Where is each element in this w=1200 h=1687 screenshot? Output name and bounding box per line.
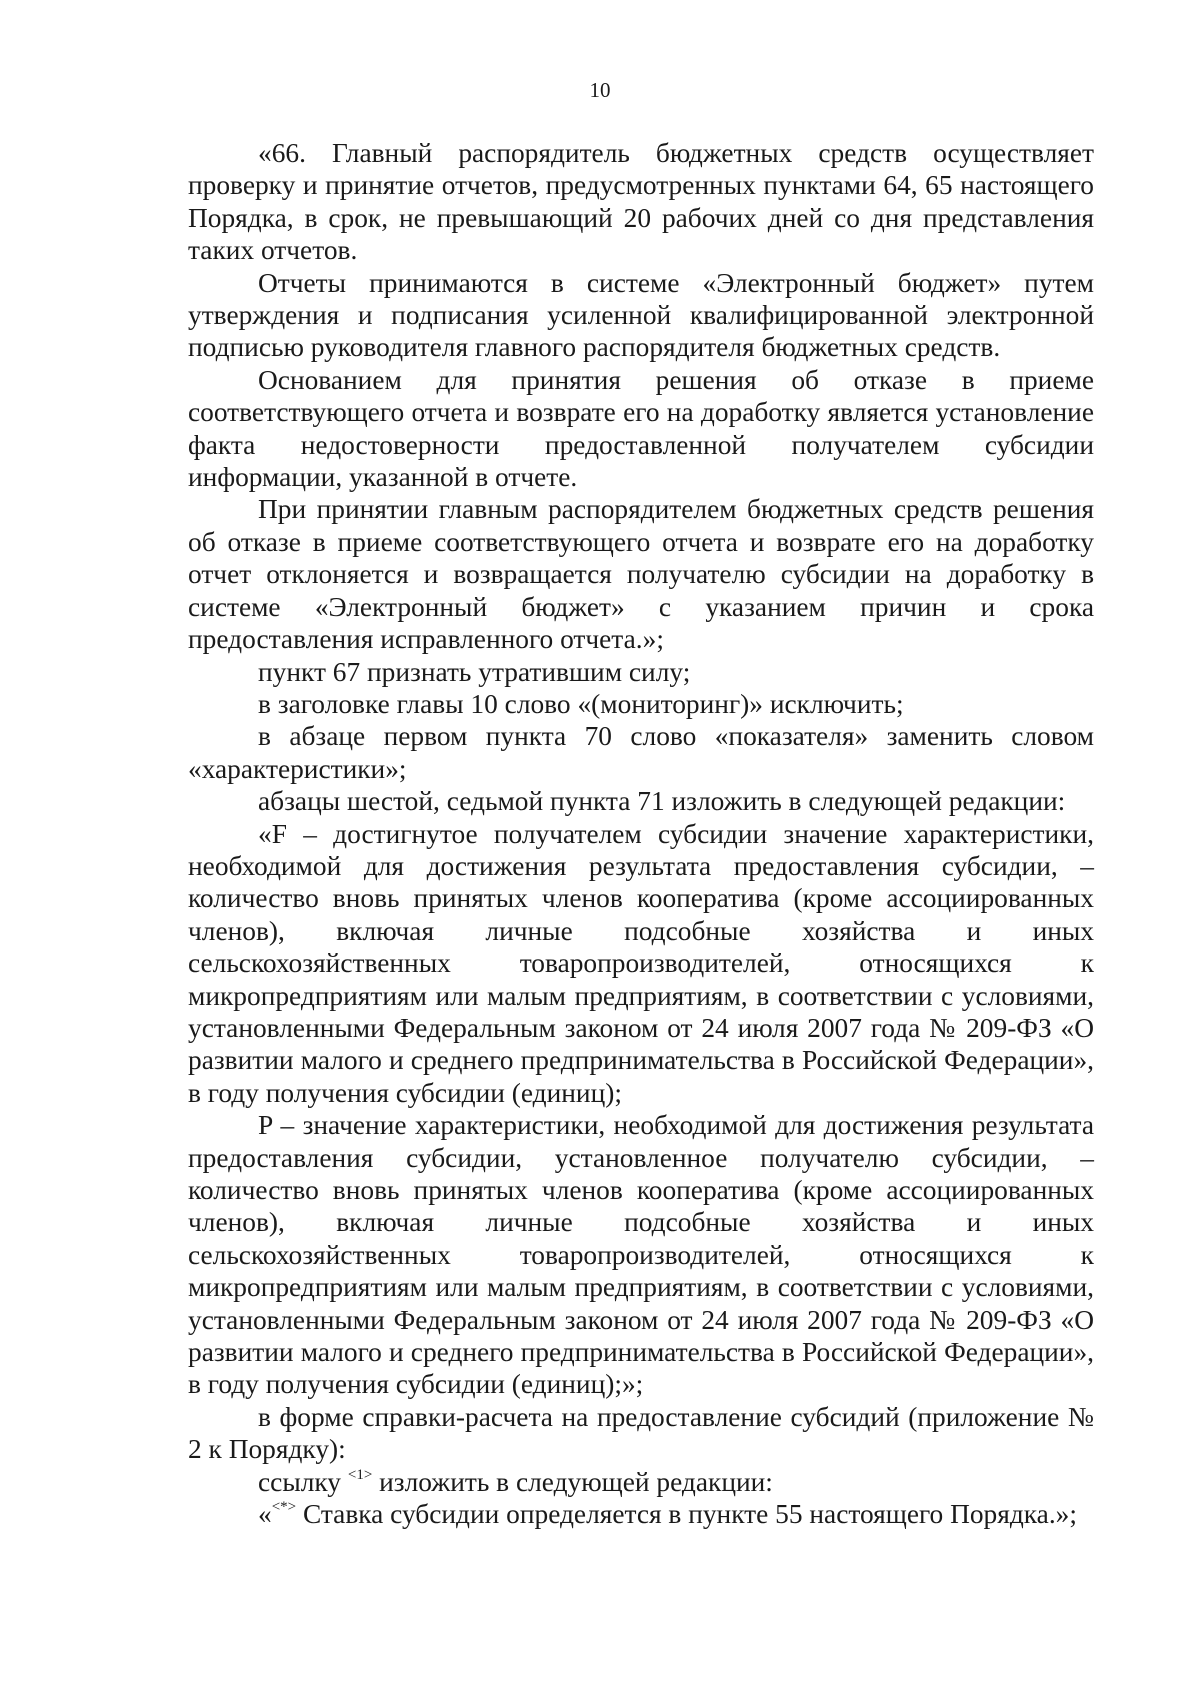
paragraph-item-71: абзацы шестой, седьмой пункта 71 изложить в следующей редакции: — [258, 786, 1066, 817]
paragraph-rejection-grounds: Основанием для принятия решения об отказе в приеме соответствующего отчета и возврате его на доработку является установление факта недостоверности предоставленной получателем субсидии информации, указанной в отчете. — [188, 364, 1094, 493]
paragraph-item-70: в абзаце первом пункта 70 слово «показателя» заменить словом «характеристики»; — [188, 721, 1094, 784]
footnote-text-before: « — [258, 1499, 272, 1530]
paragraph-chapter-10-title: в заголовке главы 10 слово «(мониторинг)» исключить; — [258, 688, 904, 719]
footnote-ref-after: изложить в следующей редакции: — [372, 1466, 773, 1497]
footnote-marker: <1> — [347, 1466, 373, 1483]
paragraph-appendix-2: в форме справки-расчета на предоставление субсидий (приложение № 2 к Порядку): — [188, 1401, 1094, 1465]
paragraph-footnote-reference — [188, 1466, 1094, 1498]
paragraph-reports-acceptance: Отчеты принимаются в системе «Электронный бюджет» путем утверждения и подписания усиленной квалифицированной электронной подписью руководителя главного распорядителя бюджетных средств. — [188, 267, 1094, 363]
footnote-asterisk-marker: <*> — [271, 1498, 297, 1515]
footnote-text-after: Ставка субсидии определяется в пункте 55 настоящего Порядка.»; — [296, 1499, 1077, 1530]
paragraph-rejection-procedure: При принятии главным распорядителем бюджетных средств решения об отказе в приеме соответствующего отчета и возврате его на доработку отчет отклоняется и возвращается получателю субсидии на доработку в системе «Электронный бюджет» с указанием причин и срока предоставления исправленного отчета.»; — [188, 494, 1094, 655]
paragraph-footnote-text — [188, 1498, 1094, 1530]
paragraph-item-67: пункт 67 признать утратившим силу; — [258, 656, 691, 687]
paragraph-definition-f: «F – достигнутое получателем субсидии значение характеристики, необходимой для достижения результата предоставления субсидии, – количество вновь принятых членов кооператива (кроме ассоциированных членов), включая личные подсобные хозяйства и иных сельскохозяйственных товаропроизводителей, относящихся к микропредприятиям или малым предприятиям, в соответствии с условиями, установленными Федеральным законом от 24 июля 2007 года № 209-ФЗ «О развитии малого и среднего предпринимательства в Российской Федерации», в году получения субсидии (единиц); — [188, 818, 1094, 1108]
paragraph-definition-p: P – значение характеристики, необходимой для достижения результата предоставления субсидии, установленное получателю субсидии, – количество вновь принятых членов кооператива (кроме ассоциированных членов), включая личные подсобные хозяйства и иных сельскохозяйственных товаропроизводителей, относящихся к микропредприятиям или малым предприятиям, в соответствии с условиями, установленными Федеральным законом от 24 июля 2007 года № 209-ФЗ «О развитии малого и среднего предпринимательства в Российской Федерации», в году получения субсидии (единиц);»; — [188, 1110, 1094, 1400]
footnote-ref-before: ссылку — [258, 1466, 348, 1497]
paragraph-item-66: «66. Главный распорядитель бюджетных средств осуществляет проверку и принятие отчетов, предусмотренных пунктами 64, 65 настоящего Порядка, в срок, не превышающий 20 рабочих дней со дня представления таких отчетов. — [188, 138, 1094, 266]
page-number: 10 — [589, 78, 611, 102]
document-body — [188, 137, 1094, 1530]
